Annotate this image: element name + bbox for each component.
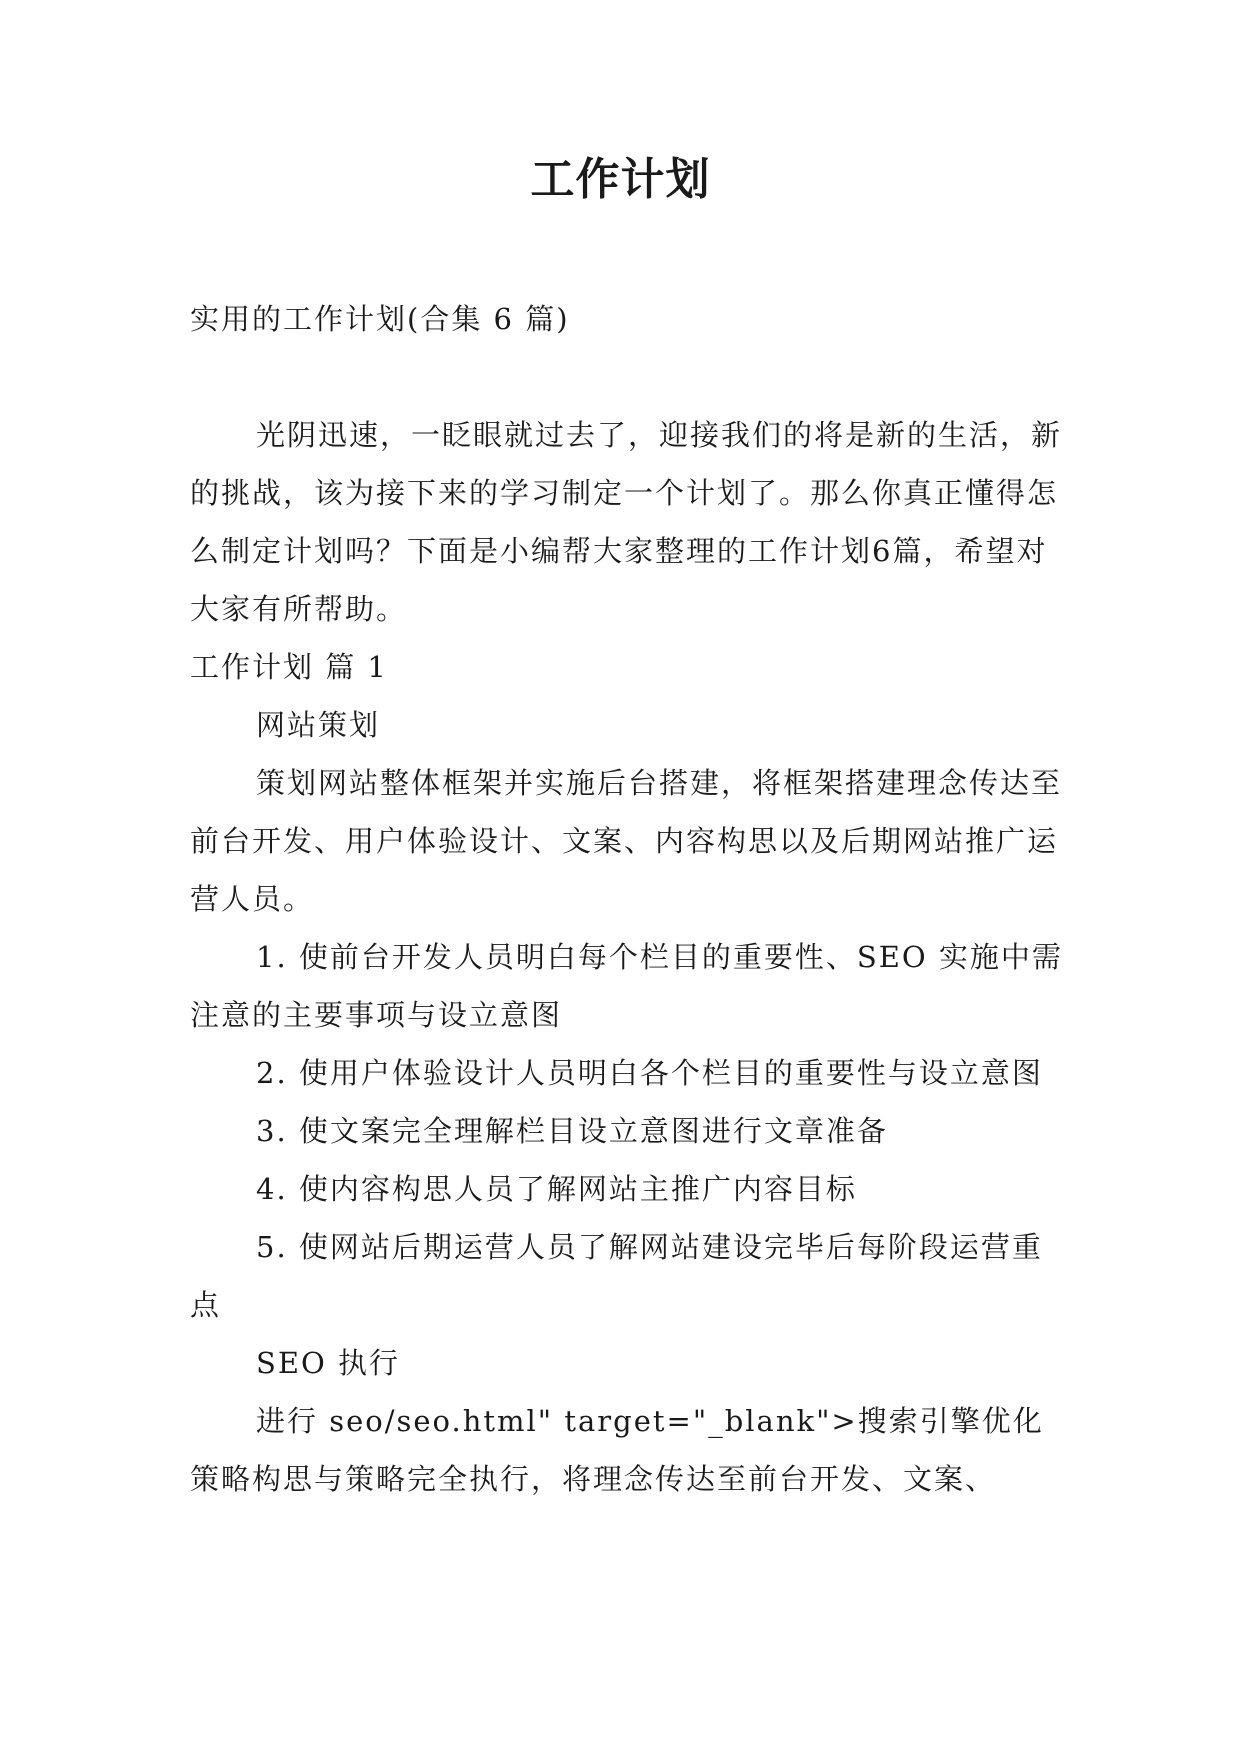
list-item-4: 4. 使内容构思人员了解网站主推广内容目标	[256, 1172, 857, 1206]
document-subtitle: 实用的工作计划(合集 6 篇)	[190, 302, 570, 336]
intro-paragraph: 光阴迅速，一眨眼就过去了，迎接我们的将是新的生活，新的挑战，该为接下来的学习制定一个计划了。那么你真正懂得怎么制定计划吗？下面是小编帮大家整理的工作计划6篇，希望对大家有所帮助。	[190, 418, 1063, 626]
planning-paragraph: 策划网站整体框架并实施后台搭建，将框架搭建理念传达至前台开发、用户体验设计、文案、内容构思以及后期网站推广运营人员。	[190, 766, 1063, 916]
list-item-3: 3. 使文案完全理解栏目设立意图进行文章准备	[256, 1114, 888, 1148]
list-item-1: 1. 使前台开发人员明白每个栏目的重要性、SEO 实施中需注意的主要事项与设立意图	[190, 940, 1063, 1032]
subsection-heading-seo: SEO 执行	[256, 1346, 401, 1380]
seo-paragraph: 进行 seo/seo.html" target="_blank">搜索引擎优化策略构思与策略完全执行，将理念传达至前台开发、文案、	[190, 1404, 1044, 1496]
document-body	[190, 290, 1070, 1508]
subsection-heading-website-planning: 网站策划	[256, 708, 381, 742]
section-heading-1: 工作计划 篇 1	[190, 650, 388, 684]
list-item-5: 5. 使网站后期运营人员了解网站建设完毕后每阶段运营重点	[190, 1230, 1043, 1322]
document-title: 工作计划	[530, 154, 711, 205]
list-item-2: 2. 使用户体验设计人员明白各个栏目的重要性与设立意图	[256, 1056, 1043, 1090]
